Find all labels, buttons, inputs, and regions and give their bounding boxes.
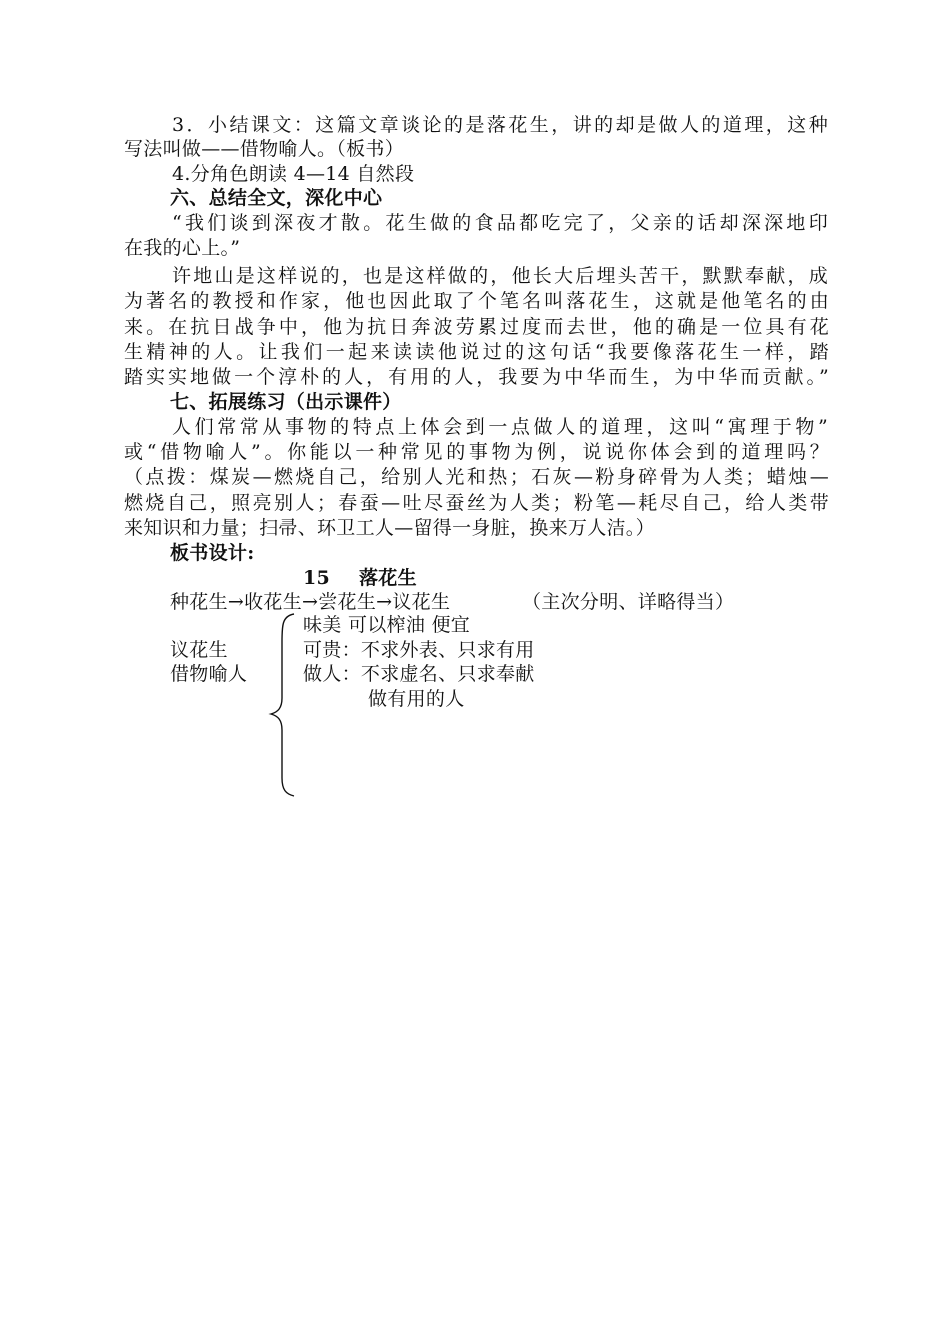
board-item-1: 味美 可以榨油 便宜	[303, 614, 471, 636]
exercise-line-2: 或“借物喻人”。你能以一种常见的事物为例，说说你体会到的道理吗？	[124, 441, 829, 463]
exercise-line-5: 来知识和力量；扫帚、环卫工人—留得一身脏，换来万人洁。）	[124, 517, 655, 539]
paragraph-line-4: 生精神的人。让我们一起来读读他说过的这句话“我要像落花生一样，踏	[124, 341, 829, 363]
board-flow-note: （主次分明、详略得当）	[522, 591, 735, 613]
paragraph-line-3: 来。在抗日战争中，他为抗日奔波劳累过度而去世，他的确是一位具有花	[124, 316, 829, 338]
summary-line-1: 3．小结课文：这篇文章谈论的是落花生，讲的却是做人的道理，这种	[172, 114, 828, 136]
left-brace	[268, 612, 298, 798]
exercise-line-3: （点拨：煤炭—燃烧自己，给别人光和热；石灰—粉身碎骨为人类；蜡烛—	[124, 466, 829, 488]
board-flow: 种花生→收花生→尝花生→议花生	[170, 591, 451, 613]
board-item-3: 做人：不求虚名、只求奉献	[303, 663, 535, 685]
board-title: 落花生	[359, 567, 417, 589]
exercise-line-1: 人们常常从事物的特点上体会到一点做人的道理，这叫“寓理于物”	[172, 416, 828, 438]
board-lesson-number: 15	[303, 567, 331, 589]
paragraph-line-5: 踏实实地做一个淳朴的人，有用的人，我要为中华而生，为中华而贡献。”	[124, 366, 829, 388]
board-item-2: 可贵：不求外表、只求有用	[303, 639, 535, 661]
summary-line-2: 写法叫做——借物喻人。（板书）	[124, 138, 405, 160]
board-left-label-2: 借物喻人	[170, 663, 248, 685]
paragraph-line-1: 许地山是这样说的，也是这样做的，他长大后埋头苦干，默默奉献，成	[172, 265, 828, 287]
summary-line-3: 4.分角色朗读 4—14 自然段	[172, 163, 415, 185]
board-heading: 板书设计:	[170, 542, 255, 564]
exercise-line-4: 燃烧自己，照亮别人；春蚕—吐尽蚕丝为人类；粉笔—耗尽自己，给人类带	[124, 492, 829, 514]
board-left-label-1: 议花生	[170, 639, 228, 661]
quote-line-2: 在我的心上。”	[124, 237, 241, 259]
quote-line-1: “我们谈到深夜才散。花生做的食品都吃完了，父亲的话却深深地印	[172, 212, 828, 234]
section-6-heading: 六、总结全文，深化中心	[170, 187, 383, 209]
section-7-heading: 七、拓展练习（出示课件）	[170, 391, 402, 413]
paragraph-line-2: 为著名的教授和作家，他也因此取了个笔名叫落花生，这就是他笔名的由	[124, 290, 829, 312]
board-item-4: 做有用的人	[368, 688, 465, 710]
